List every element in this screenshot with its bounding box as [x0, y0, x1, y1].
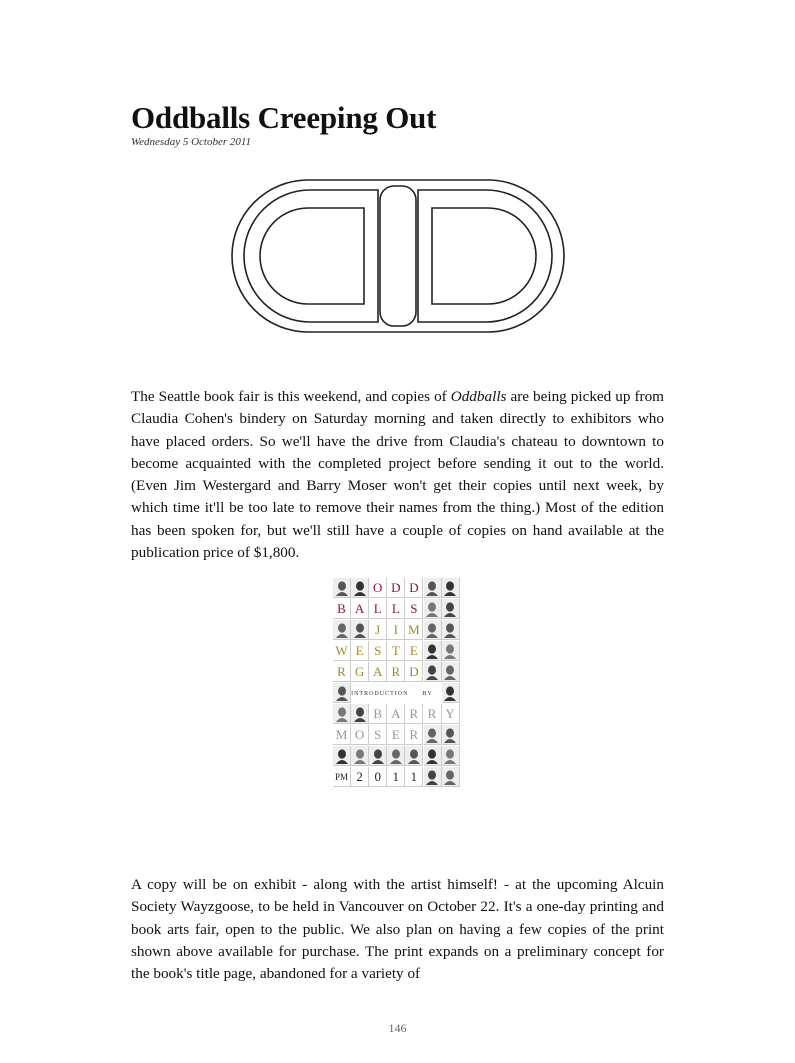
post-date: Wednesday 5 October 2011: [131, 136, 252, 148]
intro-label: [351, 683, 442, 704]
print-letter-cell: T: [387, 641, 405, 661]
print-letter-cell: 1: [387, 767, 405, 787]
portrait-icon: [442, 641, 460, 661]
portrait-icon: [442, 578, 460, 598]
print-letter-cell: Y: [442, 704, 460, 724]
print-letter-cell: A: [351, 599, 369, 619]
intro-left-text: INTRODUCTION: [351, 690, 409, 697]
print-letter-cell: S: [369, 641, 387, 661]
print-letter-cell: D: [405, 662, 423, 682]
print-letter-cell: D: [405, 578, 423, 598]
print-letter-cell: S: [405, 599, 423, 619]
print-letter-cell: O: [369, 578, 387, 598]
portrait-icon: [424, 620, 442, 640]
portrait-icon: [333, 704, 351, 724]
print-letter-cell: J: [369, 620, 387, 640]
print-letter-cell: A: [387, 704, 405, 724]
portrait-icon: [333, 578, 351, 598]
portrait-icon: [424, 662, 442, 682]
print-letter-cell: E: [405, 641, 423, 661]
portrait-icon: [442, 746, 460, 766]
print-letter-cell: R: [333, 662, 351, 682]
intro-right-text: BY: [422, 690, 433, 697]
page-number: 146: [388, 1021, 407, 1035]
print-letter-cell: B: [333, 599, 351, 619]
print-letter-cell: B: [369, 704, 387, 724]
portrait-icon: [424, 746, 442, 766]
portrait-icon: [424, 767, 442, 787]
portrait-icon: [351, 620, 369, 640]
portrait-icon: [442, 767, 460, 787]
portrait-icon: [424, 599, 442, 619]
portrait-icon: [424, 725, 442, 745]
print-letter-cell: R: [405, 704, 423, 724]
portrait-icon: [442, 599, 460, 619]
portrait-icon: [333, 620, 351, 640]
oddballs-logo-icon: [228, 176, 568, 336]
print-letter-cell: E: [387, 725, 405, 745]
print-letter-cell: 0: [369, 767, 387, 787]
print-letter-cell: S: [369, 725, 387, 745]
print-letter-cell: W: [333, 641, 351, 661]
print-letter-cell: R: [387, 662, 405, 682]
print-letter-cell: M: [333, 725, 351, 745]
portrait-icon: [424, 578, 442, 598]
portrait-icon: [369, 746, 387, 766]
portrait-icon: [387, 746, 405, 766]
paragraph-seattle-book-fair: The Seattle book fair is this weekend, and copies of Oddballs are being picked up from Claudia Cohen's bindery on Saturday morning and taken directly to exhibitors who have placed orders. So we'll have the drive from Claudia's chateau to downtown to become acquainted with the completed project before sending it out to the world. (Even Jim Westergard and Barry Moser won't get their copies until next week, by which time it'll be too late to remove their names from the thing.) Most of the edition has been spoken for, but we'll still have a couple of copies on hand available at the publication price of $1,800.: [131, 388, 664, 562]
print-letter-cell: O: [351, 725, 369, 745]
post-title: Oddballs Creeping Out: [131, 100, 437, 135]
print-letter-cell: L: [369, 599, 387, 619]
print-letter-cell: M: [405, 620, 423, 640]
portrait-icon: [333, 746, 351, 766]
portrait-icon: [351, 578, 369, 598]
print-letter-cell: A: [369, 662, 387, 682]
portrait-icon: [333, 683, 351, 703]
portrait-icon: [351, 746, 369, 766]
title-page-print: [333, 578, 460, 838]
portrait-icon: [442, 683, 460, 703]
print-letter-cell: D: [387, 578, 405, 598]
book-title-oddballs: Oddballs: [450, 388, 507, 405]
print-letter-cell: 2: [351, 767, 369, 787]
paragraph-wayzgoose: A copy will be on exhibit - along with the artist himself! - at the upcoming Alcuin Society Wayzgoose, to be held in Vancouver on October 22. It's a one-day printing and book arts fair, open to the public. We also plan on having a few copies of the print shown above available for purchase. The print expands on a preliminary concept for the book's title page, abandoned for a variety of: [131, 876, 664, 983]
print-letter-cell: R: [405, 725, 423, 745]
print-letter-cell: L: [387, 599, 405, 619]
portrait-icon: [442, 620, 460, 640]
print-letter-cell: G: [351, 662, 369, 682]
portrait-icon: [351, 704, 369, 724]
portrait-icon: [405, 746, 423, 766]
portrait-icon: [424, 641, 442, 661]
print-letter-cell: 1: [405, 767, 423, 787]
print-letter-cell: R: [424, 704, 442, 724]
portrait-icon: [442, 725, 460, 745]
print-letter-cell: I: [387, 620, 405, 640]
print-letter-cell: PM: [333, 767, 351, 787]
portrait-icon: [442, 662, 460, 682]
print-letter-cell: E: [351, 641, 369, 661]
